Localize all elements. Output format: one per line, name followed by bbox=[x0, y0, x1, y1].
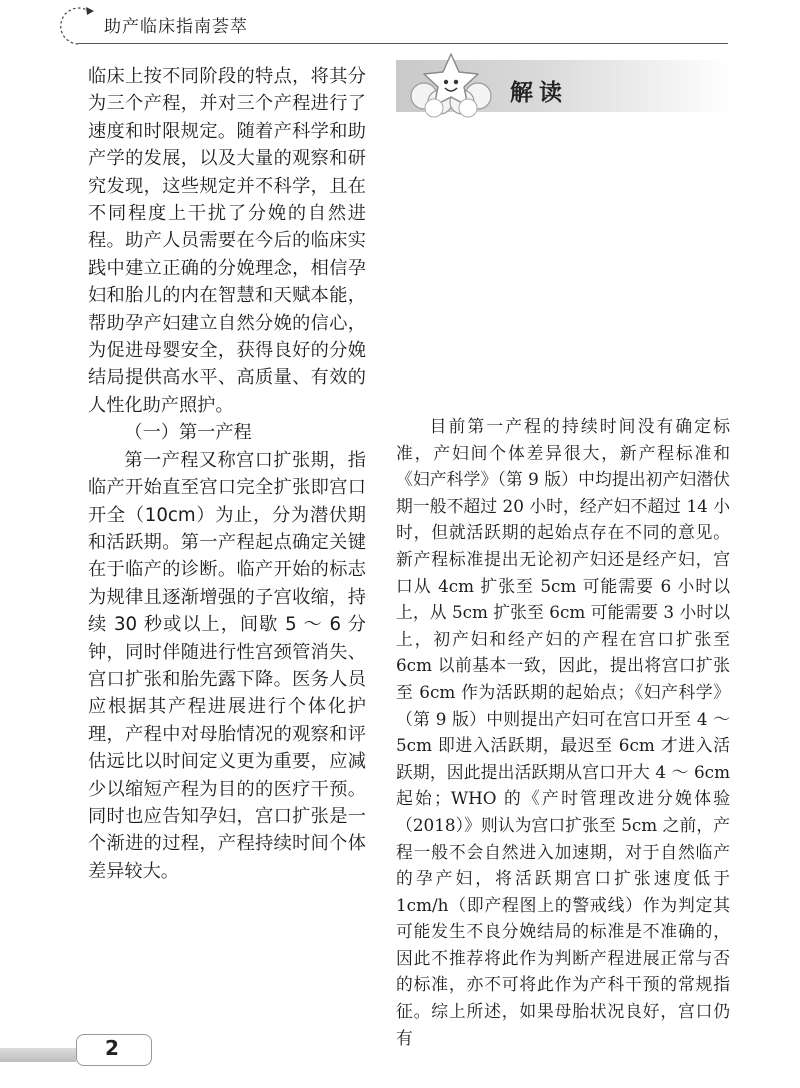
running-header-title: 助产临床指南荟萃 bbox=[104, 17, 248, 37]
page-footer bbox=[0, 1028, 800, 1088]
footer-bar bbox=[0, 1048, 76, 1062]
interpretation-paragraph: 目前第一产程的持续时间没有确定标准，产妇间个体差异很大，新产程标准和《妇产科学》（第 9 版）中均提出初产妇潜伏期一般不超过 20 小时，经产妇不超过 14 小时，但就活跃期的起始点存在不同的意见。新产程标准提出无论初产妇还是经产妇，宫口从 4cm 扩张至 5cm 可能需要 6 小时以上，从 5cm 扩张至 6cm 可能需要 3 小时以上，初产妇和经产妇的产程在宫口扩张至 6cm 以前基本一致，因此，提出将宫口扩张至 6cm 作为活跃期的起始点；《妇产科学》（第 9 版）中则提出产妇可在宫口开至 4 ～ 5cm 即进入活跃期，最迟至 6cm 才进入活跃期，因此提出活跃期从宫口开大 4 ～ 6cm 起始；WHO 的《产时管理改进分娩体验（2018）》则认为宫口扩张至 5cm 之前，产程一般不会自然进入加速期，对于自然临产的孕产妇，将活跃期宫口扩张速度低于 1cm/h（即产程图上的警戒线）作为判定其可能发生不良分娩结局的标准是不准确的，因此不推荐将此作为判断产程进展正常与否的标准，亦不可将此作为产科干预的常规指征。综上所述，如果母胎状况良好，宫口仍有 bbox=[396, 416, 730, 1048]
first-stage-paragraph: 第一产程又称宫口扩张期，指临产开始直至宫口完全扩张即宫口开全（10cm）为止，分为潜伏期和活跃期。第一产程起点确定关键在于临产的诊断。临产开始的标志为规律且逐渐增强的子宫收缩，持续 30 秒或以上，间歇 5 ～ 6 分钟，同时伴随进行性宫颈管消失、宫口扩张和胎先露下降。医务人员应根据其产程进展进行个体化护理，产程中对母胎情况的观察和评估远比以时间定义更为重要，应减少以缩短产程为目的的医疗干预。同时也应告知孕妇，宫口扩张是一个渐进的过程，产程持续时间个体差异较大。 bbox=[88, 449, 366, 882]
intro-paragraph: 临床上按不同阶段的特点，将其分为三个产程，并对三个产程进行了速度和时限规定。随着产科学和助产学的发展，以及大量的观察和研究发现，这些规定并不科学，且在不同程度上干扰了分娩的自然进程。助产人员需要在今后的临床实践中建立正确的分娩理念，相信孕妇和胎儿的内在智慧和天赋本能，帮助孕产妇建立自然分娩的信心，为促进母婴安全，获得良好的分娩结局提供高水平、高质量、有效的人性化助产照护。 bbox=[88, 66, 366, 416]
smiling-star-cloud-icon bbox=[404, 50, 500, 118]
page-number: 2 bbox=[105, 1036, 119, 1060]
banner-title: 解读 bbox=[510, 79, 568, 106]
page-header bbox=[0, 0, 800, 50]
header-arc-ornament bbox=[56, 4, 100, 48]
right-column bbox=[396, 413, 730, 1051]
page-number-box bbox=[76, 1034, 152, 1066]
header-rule bbox=[78, 43, 728, 44]
left-column bbox=[88, 63, 366, 885]
interpretation-banner bbox=[396, 60, 730, 112]
section-heading: （一）第一产程 bbox=[124, 422, 252, 444]
